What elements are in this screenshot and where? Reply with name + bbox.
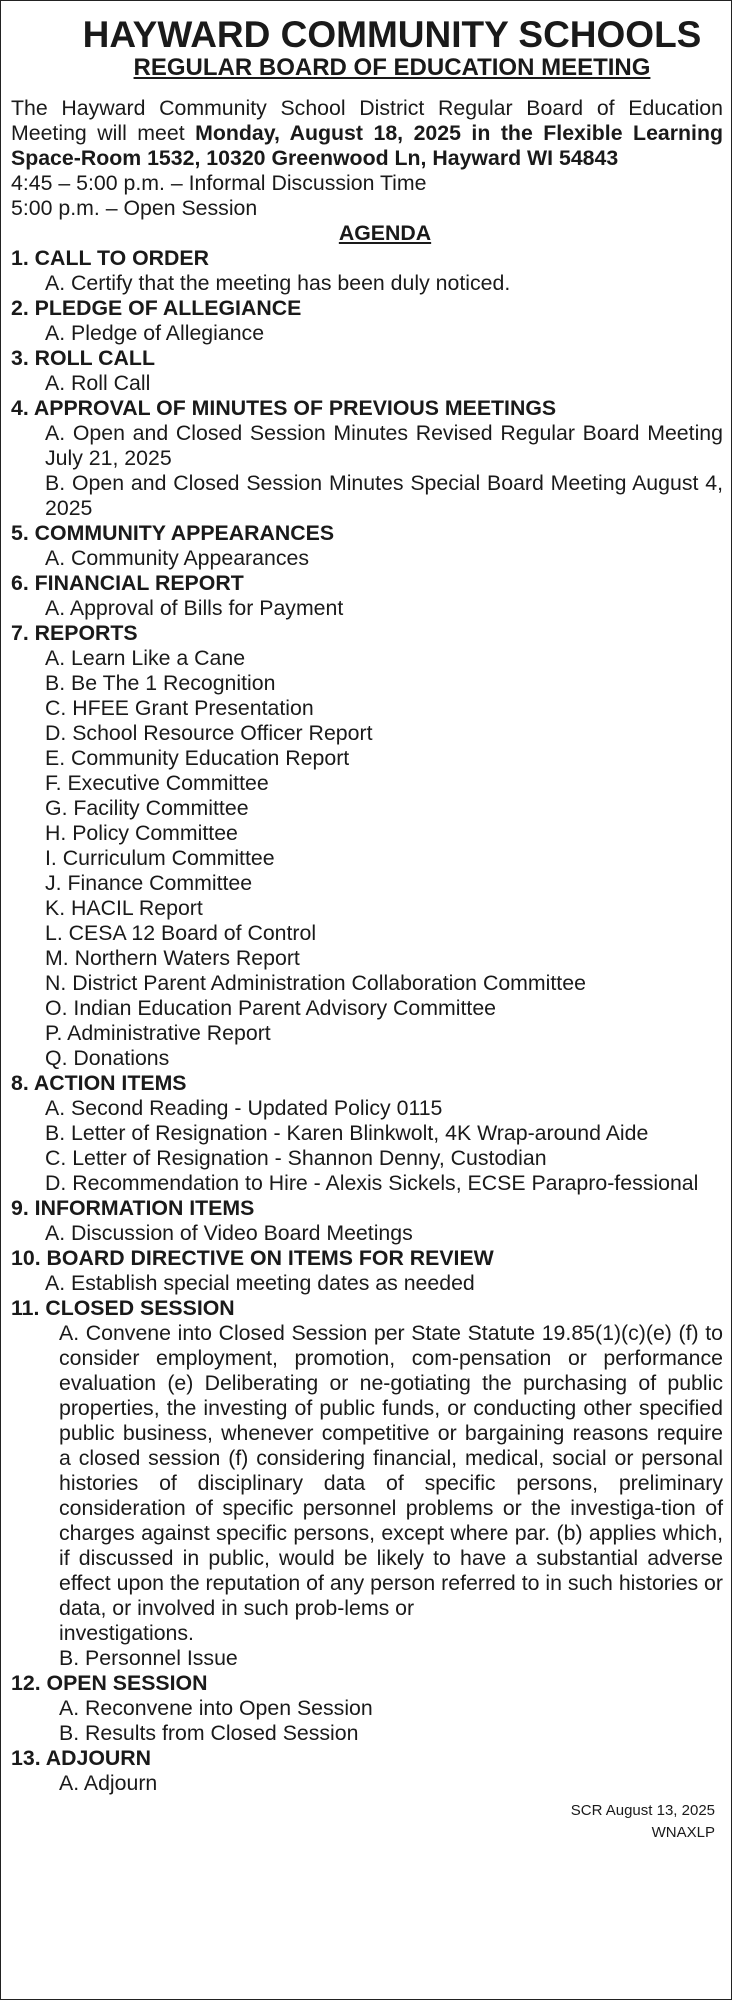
- agenda-section-1: 1. CALL TO ORDER: [11, 246, 210, 270]
- agenda-item: B. Letter of Resignation - Karen Blinkwolt, 4K Wrap-around Aide: [45, 1121, 649, 1145]
- agenda-item: I. Curriculum Committee: [45, 846, 275, 870]
- agenda-item: A. Open and Closed Session Minutes Revised Regular Board Meeting July 21, 2025: [45, 421, 723, 470]
- meeting-date-location: Monday, August 18, 2025 in the Flexible Learning Space-Room 1532, 10320 Greenwood Ln, Hayward WI 54843: [11, 121, 723, 170]
- agenda-item: A. Establish special meeting dates as needed: [45, 1271, 475, 1295]
- agenda-item: B. Be The 1 Recognition: [45, 671, 276, 695]
- notice-body: [11, 96, 723, 1844]
- agenda-section-4: 4. APPROVAL OF MINUTES OF PREVIOUS MEETINGS: [11, 396, 557, 420]
- agenda-section-6: 6. FINANCIAL REPORT: [11, 571, 244, 595]
- agenda-section-3: 3. ROLL CALL: [11, 346, 155, 370]
- publication-date: SCR August 13, 2025: [570, 1802, 715, 1819]
- agenda-item: N. District Parent Administration Collaboration Committee: [45, 971, 586, 995]
- agenda-item: Q. Donations: [45, 1046, 170, 1070]
- agenda-section-8: 8. ACTION ITEMS: [11, 1071, 187, 1095]
- agenda-item: F. Executive Committee: [45, 771, 269, 795]
- agenda-item: A. Certify that the meeting has been duly noticed.: [45, 271, 511, 295]
- agenda-item: L. CESA 12 Board of Control: [45, 921, 317, 945]
- agenda-item: A. Pledge of Allegiance: [45, 321, 265, 345]
- agenda-section-9: 9. INFORMATION ITEMS: [11, 1196, 255, 1220]
- agenda-item: M. Northern Waters Report: [45, 946, 300, 970]
- agenda-item: A. Convene into Closed Session per State Statute 19.85(1)(c)(e) (f) to consider employment, promotion, com-pensation or performance evaluation (e) Deliberating or ne-gotiating the purchasing of public properties, the investing of public funds, or conducting other specified public business, whenever competitive or bargaining reasons require a closed session (f) considering financial, medical, social or personal histories of disciplinary data of specific persons, preliminary consideration of specific personnel problems or the investiga-tion of charges against specific persons, except where par. (b) applies which, if discussed in public, would be likely to have a substantial adverse effect upon the reputation of any person referred to in such histories or data, or involved in such prob-lems or: [59, 1321, 723, 1620]
- meeting-intro: [11, 96, 723, 171]
- agenda-item: P. Administrative Report: [45, 1021, 271, 1045]
- agenda-section-7: 7. REPORTS: [11, 621, 138, 645]
- agenda-item: A. Adjourn: [59, 1771, 158, 1795]
- agenda-item: J. Finance Committee: [45, 871, 253, 895]
- publication-code: WNAXLP: [651, 1824, 715, 1841]
- agenda-section-11: 11. CLOSED SESSION: [11, 1296, 235, 1320]
- notice-title: HAYWARD COMMUNITY SCHOOLS: [82, 14, 702, 55]
- agenda-item: B. Personnel Issue: [59, 1646, 238, 1670]
- agenda-section-10: 10. BOARD DIRECTIVE ON ITEMS FOR REVIEW: [11, 1246, 494, 1270]
- agenda-item: C. HFEE Grant Presentation: [45, 696, 314, 720]
- agenda-list: [11, 246, 723, 1796]
- agenda-item: B. Open and Closed Session Minutes Special Board Meeting August 4, 2025: [45, 471, 723, 520]
- intro-text: The Hayward Community School District Regular Board of Education Meeting will meet: [11, 96, 723, 145]
- agenda-item: E. Community Education Report: [45, 746, 350, 770]
- agenda-item: D. School Resource Officer Report: [45, 721, 373, 745]
- agenda-item: G. Facility Committee: [45, 796, 249, 820]
- agenda-section-5: 5. COMMUNITY APPEARANCES: [11, 521, 335, 545]
- agenda-item: A. Community Appearances: [45, 546, 309, 570]
- agenda-section-12: 12. OPEN SESSION: [11, 1671, 208, 1695]
- agenda-section-2: 2. PLEDGE OF ALLEGIANCE: [11, 296, 302, 320]
- agenda-item: A. Discussion of Video Board Meetings: [45, 1221, 413, 1245]
- agenda-item: D. Recommendation to Hire - Alexis Sickels, ECSE Parapro-fessional: [45, 1171, 699, 1195]
- agenda-item: B. Results from Closed Session: [59, 1721, 359, 1745]
- agenda-item: K. HACIL Report: [45, 896, 203, 920]
- agenda-item: A. Second Reading - Updated Policy 0115: [45, 1096, 443, 1120]
- agenda-item: investigations.: [59, 1621, 194, 1645]
- agenda-item: A. Learn Like a Cane: [45, 646, 246, 670]
- agenda-heading: AGENDA: [338, 221, 432, 245]
- agenda-item: A. Reconvene into Open Session: [59, 1696, 373, 1720]
- notice-footer: [11, 1800, 723, 1844]
- agenda-item: A. Approval of Bills for Payment: [45, 596, 344, 620]
- agenda-item: A. Roll Call: [45, 371, 151, 395]
- time-open-session: 5:00 p.m. – Open Session: [11, 196, 258, 220]
- notice-subtitle: REGULAR BOARD OF EDUCATION MEETING: [133, 54, 651, 81]
- agenda-section-13: 13. ADJOURN: [11, 1746, 152, 1770]
- agenda-item: C. Letter of Resignation - Shannon Denny, Custodian: [45, 1146, 547, 1170]
- agenda-item: O. Indian Education Parent Advisory Committee: [45, 996, 497, 1020]
- agenda-item: H. Policy Committee: [45, 821, 238, 845]
- time-informal-discussion: 4:45 – 5:00 p.m. – Informal Discussion Time: [11, 171, 427, 195]
